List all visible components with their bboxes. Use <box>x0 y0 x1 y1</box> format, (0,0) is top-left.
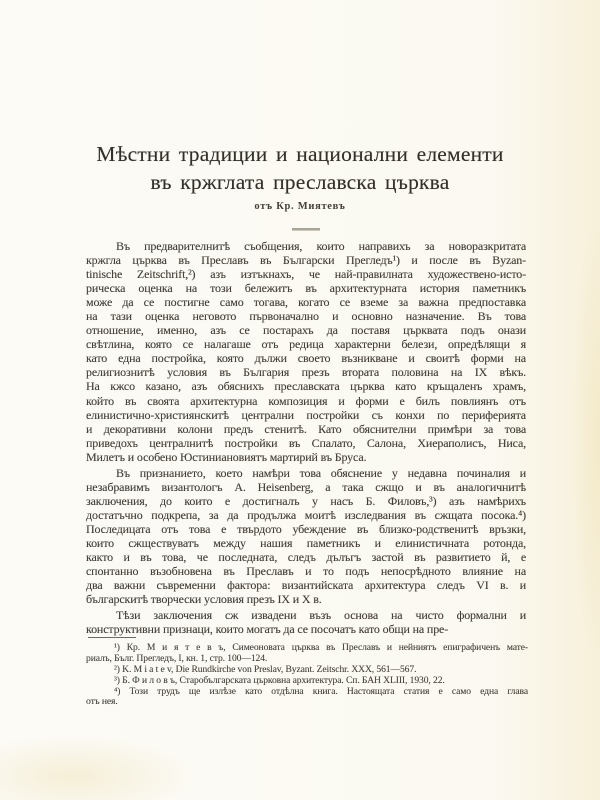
byline-divider <box>292 228 320 231</box>
body-line: отношение, именно, азъ се постарахъ да поставя църквата подъ онази <box>86 323 526 338</box>
footnote-line: риалъ, Бълг. Прегледъ, I, кн. 1, стр. 100—124. <box>86 653 268 664</box>
body-line: и декоративни колони предъ стенитѣ. Като обяснителни примѣри за това <box>86 421 526 436</box>
body-line: заключения, до които е достигналъ у насъ Б. Филовъ,³) азъ намѣрихъ <box>86 493 526 508</box>
body-line: Въ признанието, което намѣри това обяснение у недавна починалия и <box>116 465 526 480</box>
body-line: както и въ това, че последната, следъ дълъгъ застой въ развитието й, е <box>86 550 526 565</box>
body-line: Въ предварителнитѣ съобщения, които направихъ за новоразкритата <box>116 239 526 253</box>
paragraph <box>86 608 526 636</box>
body-line: Милетъ и особено Юстиниановиятъ мартирий въ Бруса. <box>86 449 367 464</box>
body-line: Тѣзи заключения сж извадени възъ основа на чисто формални и <box>116 608 526 623</box>
body-line: два важни съвременни фактора: византийската архитектура следъ VI в. и <box>86 578 526 593</box>
paragraph <box>86 239 526 464</box>
body-line: свѣтлина, която се налагаше отъ редица характерни белези, опредѣлящи я <box>86 337 526 352</box>
body-line: може да се постигне само тогава, когато се вземе за важна предпоставка <box>86 295 526 310</box>
article-title-line2: въ кржглата преславска църква <box>150 169 450 194</box>
body-line: елинистично-християнскитѣ централни постройки съ конхи по периферията <box>86 407 526 422</box>
body-line: на тази оценка неговото първоначално и основно назначение. Въ това <box>86 309 526 324</box>
body-line: конструктивни признаци, които могатъ да се посочатъ като общи на пре- <box>86 622 449 637</box>
body-line: религиознитѣ условия въ България презъ втората половина на IX вѣкъ. <box>86 365 526 380</box>
footnote-line: отъ нея. <box>86 697 118 708</box>
article-byline: отъ Кр. Миятевъ <box>254 201 346 212</box>
body-line: кржгла църква въ Преславъ въ Български Прегледъ¹) и после въ Byzan- <box>86 253 526 268</box>
body-line: незабравимъ византологъ А. Heisenberg, а така сжщо и въ аналогичнитѣ <box>86 479 526 494</box>
body-line: спонтанно възобновена въ Преславъ и то подъ непосрѣдното влияние на <box>86 564 526 579</box>
footnote-rule <box>88 637 136 638</box>
body-line: приведохъ централнитѣ постройки въ Спалато, Салона, Хиераполисъ, Ниса, <box>86 435 526 450</box>
footnotes <box>86 643 528 708</box>
body-line: достатъчно подкрепа, за да продължа моитѣ изследвания въ сжщата посока.⁴) <box>86 507 526 522</box>
body-line: който въ своята архитектурна композиция и форми е билъ повлиянъ отъ <box>86 393 526 408</box>
footnote-line: ¹) Кр. М и я т е в ъ, Симеоновата църква въ Преславъ и нейниятъ епиграфиченъ мате- <box>114 643 528 653</box>
body-line: tinische Zeitschrift,²) азъ изтъкнахъ, че най-правилната художествено-исто- <box>86 267 526 282</box>
footnote-line: ⁴) Този трудъ ще излѣзе като отдѣлна книга. Настоящата статия е само една глава <box>114 686 528 697</box>
body-line: българскитѣ творчески условия презъ IX и X в. <box>86 592 322 607</box>
article-title <box>0 141 600 196</box>
footnote-line: ³) Б. Ф и л о в ъ, Старобългарската църковна архитектура. Сп. БАН XLIII, 1930, 22. <box>114 675 445 686</box>
article-title-line1: Мѣстни традиции и национални елементи <box>96 142 504 166</box>
paragraph <box>86 466 526 606</box>
body-line: които сжществуватъ между нашия паметникъ и елинистичната ротонда, <box>86 535 526 550</box>
body-line: Последицата отъ това е твърдото убеждение въ близко-родственитѣ връзки, <box>86 521 526 536</box>
body-line: На кжсо казано, азъ обяснихъ преславската църква като кръщаленъ храмъ, <box>86 379 526 394</box>
body-line: като една постройка, която дължи своето възникване и своитѣ форми на <box>86 351 526 366</box>
body-line: рическа оценка на този бележитъ въ архитектурната история паметникъ <box>86 281 526 296</box>
footnote-line: ²) K. M i a t e v, Die Rundkirche von Preslav, Byzant. Zeitschr. XXX, 561—567. <box>114 664 417 675</box>
body-text <box>86 239 526 636</box>
